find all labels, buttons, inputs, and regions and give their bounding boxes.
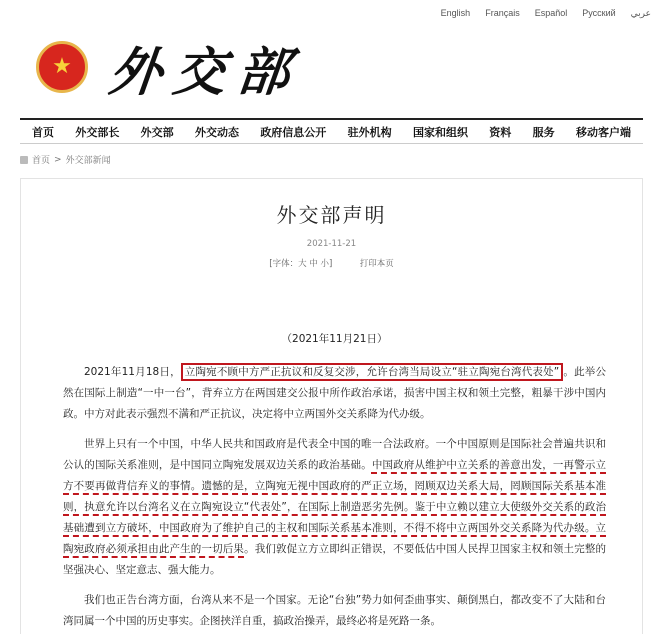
paragraph-1: 2021年11月18日， 立陶宛不顾中方严正抗议和反复交涉，允许台湾当局设立“驻立陶宛台湾代表处” 。此举公然在国际上制造“一中一台”，背弃立方在两国建交公报中所作政治承诺，损害中国主权和领土完整，粗暴干涉中国内政。中方对此表示强烈不满和严正抗议，决定将中立两国外交关系降为代办级。 — [63, 362, 606, 425]
nav-missions[interactable]: 驻外机构 — [347, 125, 392, 139]
article-container — [20, 178, 643, 634]
national-emblem-icon: ★ — [36, 41, 88, 93]
paragraph-2: 世界上只有一个中国，中华人民共和国政府是代表全中国的唯一合法政府。一个中国原则是国际社会普遍共识和公认的国际关系准则，是中国同立陶宛发展双边关系的政治基础。中国政府从维护中立关系的善意出发，一再警示立方不要再做背信弃义的事情。遗憾的是，立陶宛无视中国政府的严正立场，罔顾双边关系大局，罔顾国际关系基本准则，执意允许以台湾名义在立陶宛设立“代表处”，在国际上制造恶劣先例。鉴于中立赖以建立大使级外交关系的政治基础遭到立方破坏，中国政府为了维护自己的主权和国际关系基本准则，不得不将中立两国外交关系降为代办级。立陶宛政府必须承担由此产生的一切后果。我们敦促立方立即纠正错误，不要低估中国人民捍卫国家主权和领土完整的坚强决心、坚定意志、强大能力。 — [63, 438, 607, 576]
nav-news[interactable]: 外交动态 — [194, 125, 239, 139]
breadcrumb-home[interactable]: 首页 — [32, 156, 51, 166]
article-toolbar — [21, 257, 642, 269]
nav-minister[interactable]: 外交部长 — [75, 125, 120, 139]
lang-arabic[interactable]: عربي — [630, 8, 651, 18]
lang-english[interactable]: English — [440, 8, 471, 18]
font-size-control[interactable]: [字体：大 中 小] — [269, 259, 333, 269]
nav-home[interactable]: 首页 — [32, 125, 54, 139]
dashed-underline-highlight: 中国政府从维护中立关系的善意出发，一再警示立方不要再做背信弃义的事情。遗憾的是，立陶宛无视中国政府的严正立场，罔顾双边关系大局，罔顾国际关系基本准则，执意允许以台湾名义在立陶宛设立“代表处”，在国际上制造恶劣先例。鉴于中立赖以建立大使级外交关系的政治基础遭到立方破坏，中国政府为了维护自己的主权和国际关系基本准则，不得不将中立两国外交关系降为代办级。立陶宛政府必须承担由此产生的一切后果 — [63, 459, 607, 555]
article-date: 2021-11-21 — [306, 239, 357, 249]
breadcrumb — [20, 153, 111, 166]
nav-gov-info[interactable]: 政府信息公开 — [260, 125, 327, 139]
lang-spanish[interactable]: Español — [534, 8, 568, 18]
nav-mobile[interactable]: 移动客户端 — [575, 125, 631, 139]
language-bar — [441, 8, 651, 19]
print-link[interactable]: 打印本页 — [359, 259, 394, 269]
article-title: 外交部声明 — [276, 203, 387, 227]
article-dateline: （2021年11月21日） — [281, 333, 388, 345]
home-icon — [20, 156, 28, 164]
paragraph-3: 我们也正告台湾方面，台湾从来不是一个国家。无论“台独”势力如何歪曲事实、颠倒黑白，都改变不了大陆和台湾同属一个中国的历史事实。企图挟洋自重，搞政治操弄，最终必将是死路一条。 — [63, 594, 606, 627]
breadcrumb-separator: > — [54, 154, 62, 165]
highlight-box: 立陶宛不顾中方严正抗议和反复交涉，允许台湾当局设立“驻立陶宛台湾代表处” — [181, 363, 563, 381]
nav-countries[interactable]: 国家和组织 — [412, 125, 468, 139]
nav-services[interactable]: 服务 — [532, 125, 555, 139]
article-body — [63, 329, 606, 634]
site-logo[interactable] — [36, 32, 305, 103]
lang-french[interactable]: Français — [485, 8, 520, 18]
nav-resources[interactable]: 资料 — [489, 125, 512, 139]
nav-ministry[interactable]: 外交部 — [140, 125, 174, 139]
lang-russian[interactable]: Русский — [582, 8, 616, 18]
site-logo-text: 外交部 — [106, 41, 305, 103]
breadcrumb-section[interactable]: 外交部新闻 — [65, 156, 111, 166]
main-nav — [20, 118, 643, 144]
